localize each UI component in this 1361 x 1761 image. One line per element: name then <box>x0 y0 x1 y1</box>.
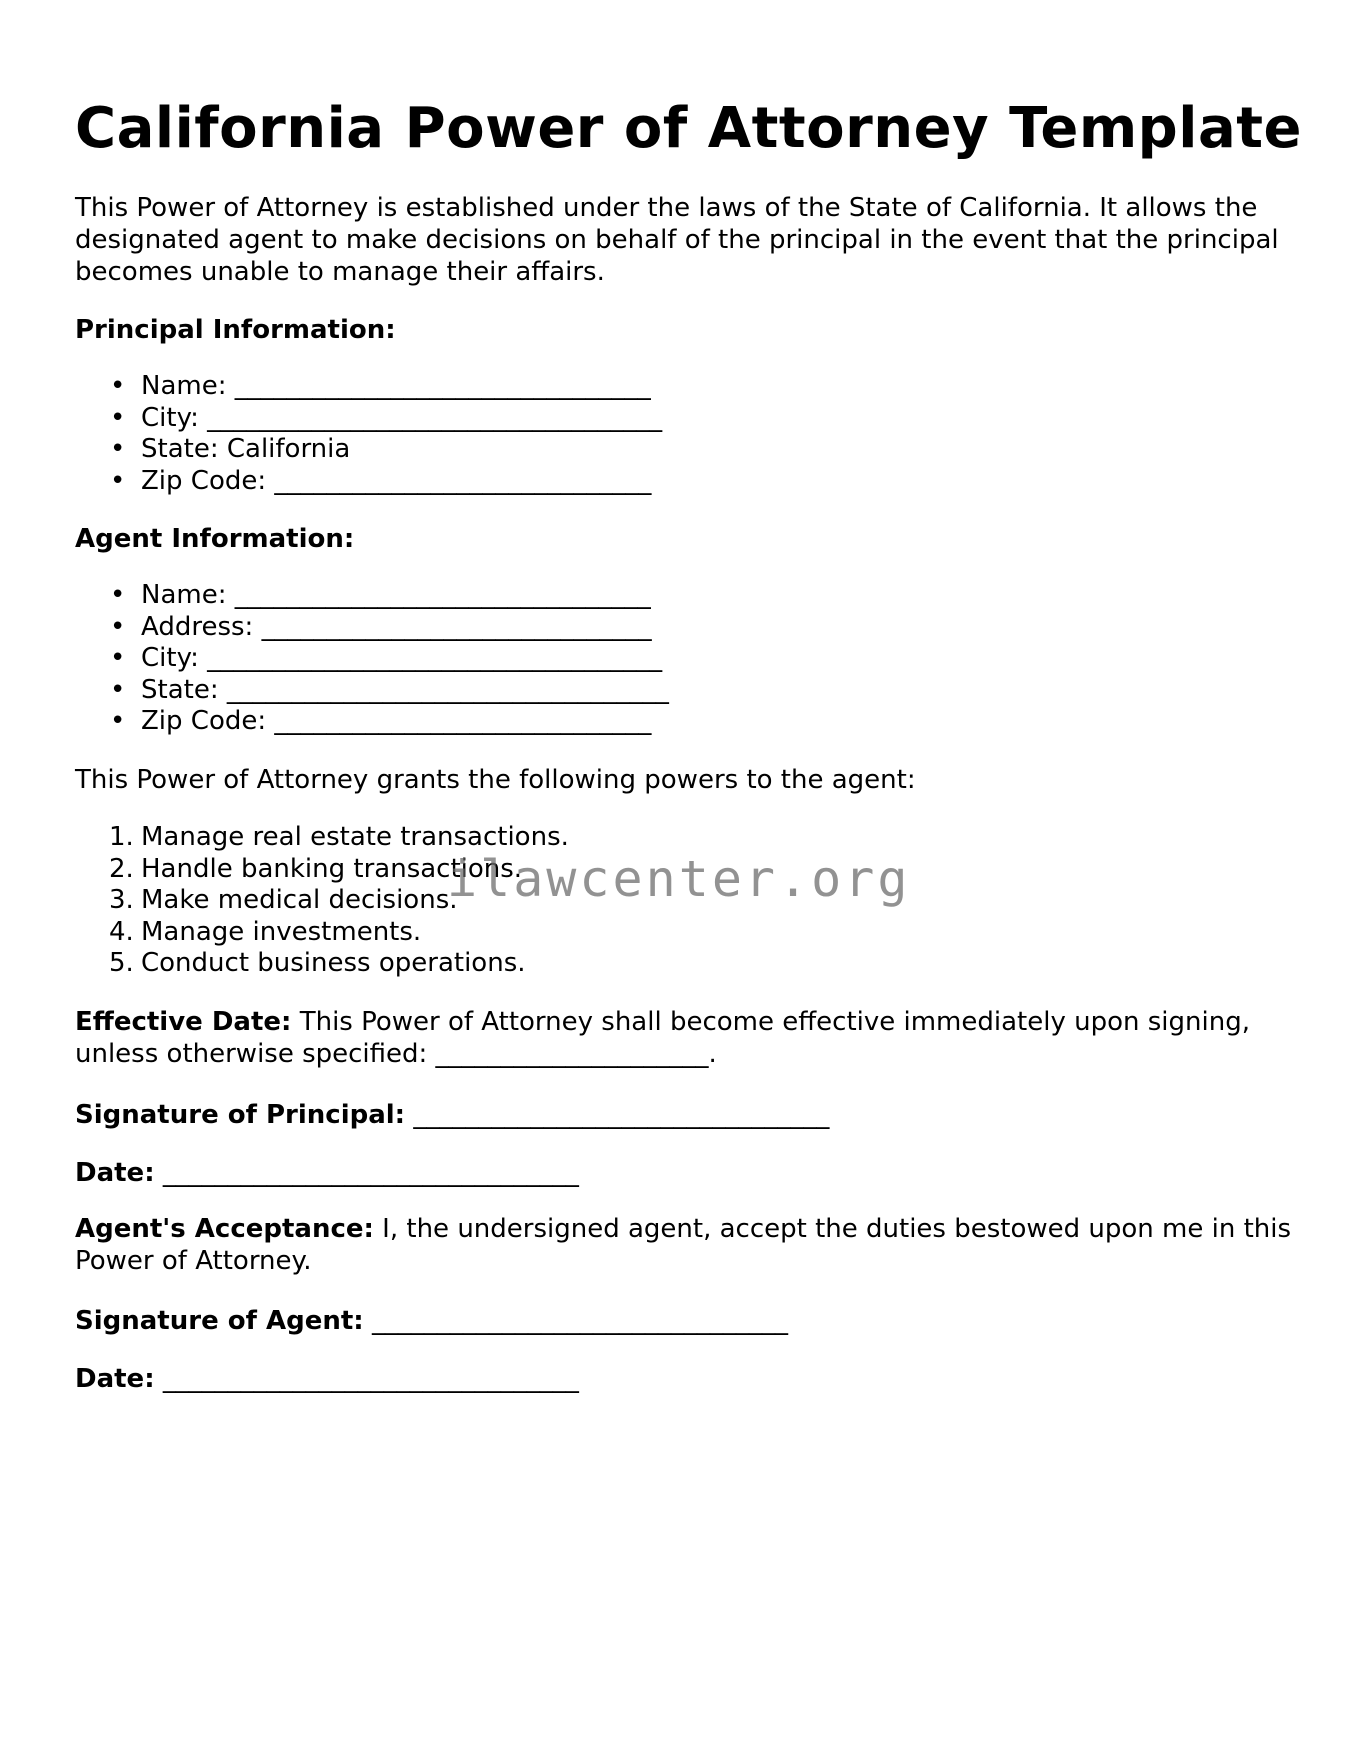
list-item: • City: ___________________________________ <box>75 403 1295 435</box>
principal-list <box>75 371 1295 497</box>
list-item: • State: California <box>75 434 1295 466</box>
list-item: • Address: ______________________________ <box>75 612 1295 644</box>
page-title: California Power of Attorney Template <box>75 96 1302 161</box>
list-item: 1. Manage real estate transactions. <box>109 822 569 852</box>
list-item: 2. Handle banking transactions. <box>109 853 523 884</box>
agent-acceptance-label: Agent's Acceptance: <box>75 1214 374 1244</box>
powers-list <box>75 822 1295 980</box>
list-item: 4. Manage investments. <box>109 916 422 947</box>
list-item: • State: __________________________________ <box>75 675 1295 707</box>
principal-signature-line: Signature of Principal: ________________________________ <box>75 1100 830 1130</box>
effective-date-label: Effective Date: <box>75 1007 292 1037</box>
agent-date-line: Date: ________________________________ <box>75 1364 579 1394</box>
list-item: 5. Conduct business operations. <box>109 948 526 978</box>
date-label: Date: <box>75 1364 155 1394</box>
agent-signature-line: Signature of Agent: ________________________________ <box>75 1306 788 1336</box>
list-item: • Name: ________________________________ <box>75 371 1295 403</box>
date-label: Date: <box>75 1158 155 1188</box>
principal-date-line: Date: ________________________________ <box>75 1158 579 1188</box>
principal-signature-label: Signature of Principal: <box>75 1100 406 1130</box>
intro-paragraph: This Power of Attorney is established under the laws of the State of California. It allows the designated agent to make decisions on behalf of the principal in the event that the principal becomes unable to manage their affairs. <box>75 193 1279 287</box>
agent-signature-label: Signature of Agent: <box>75 1306 364 1336</box>
agent-list <box>75 580 1295 738</box>
agent-heading: Agent Information: <box>75 524 355 554</box>
agent-acceptance-paragraph: Agent's Acceptance: I, the undersigned agent, accept the duties bestowed upon me in this Power of Attorney. <box>75 1214 1292 1276</box>
list-item: • Zip Code: _____________________________ <box>75 466 1295 498</box>
list-item: • Zip Code: _____________________________ <box>75 706 1295 738</box>
principal-heading: Principal Information: <box>75 315 396 345</box>
list-item: • City: ___________________________________ <box>75 643 1295 675</box>
powers-intro: This Power of Attorney grants the following powers to the agent: <box>75 765 916 795</box>
effective-date-paragraph: Effective Date: This Power of Attorney shall become effective immediately upon signing, unless otherwise specified: _____________________. <box>75 1007 1250 1069</box>
watermark-text: ilawcenter.org <box>447 850 911 908</box>
list-item: • Name: ________________________________ <box>75 580 1295 612</box>
list-item: 3. Make medical decisions. <box>109 885 458 915</box>
